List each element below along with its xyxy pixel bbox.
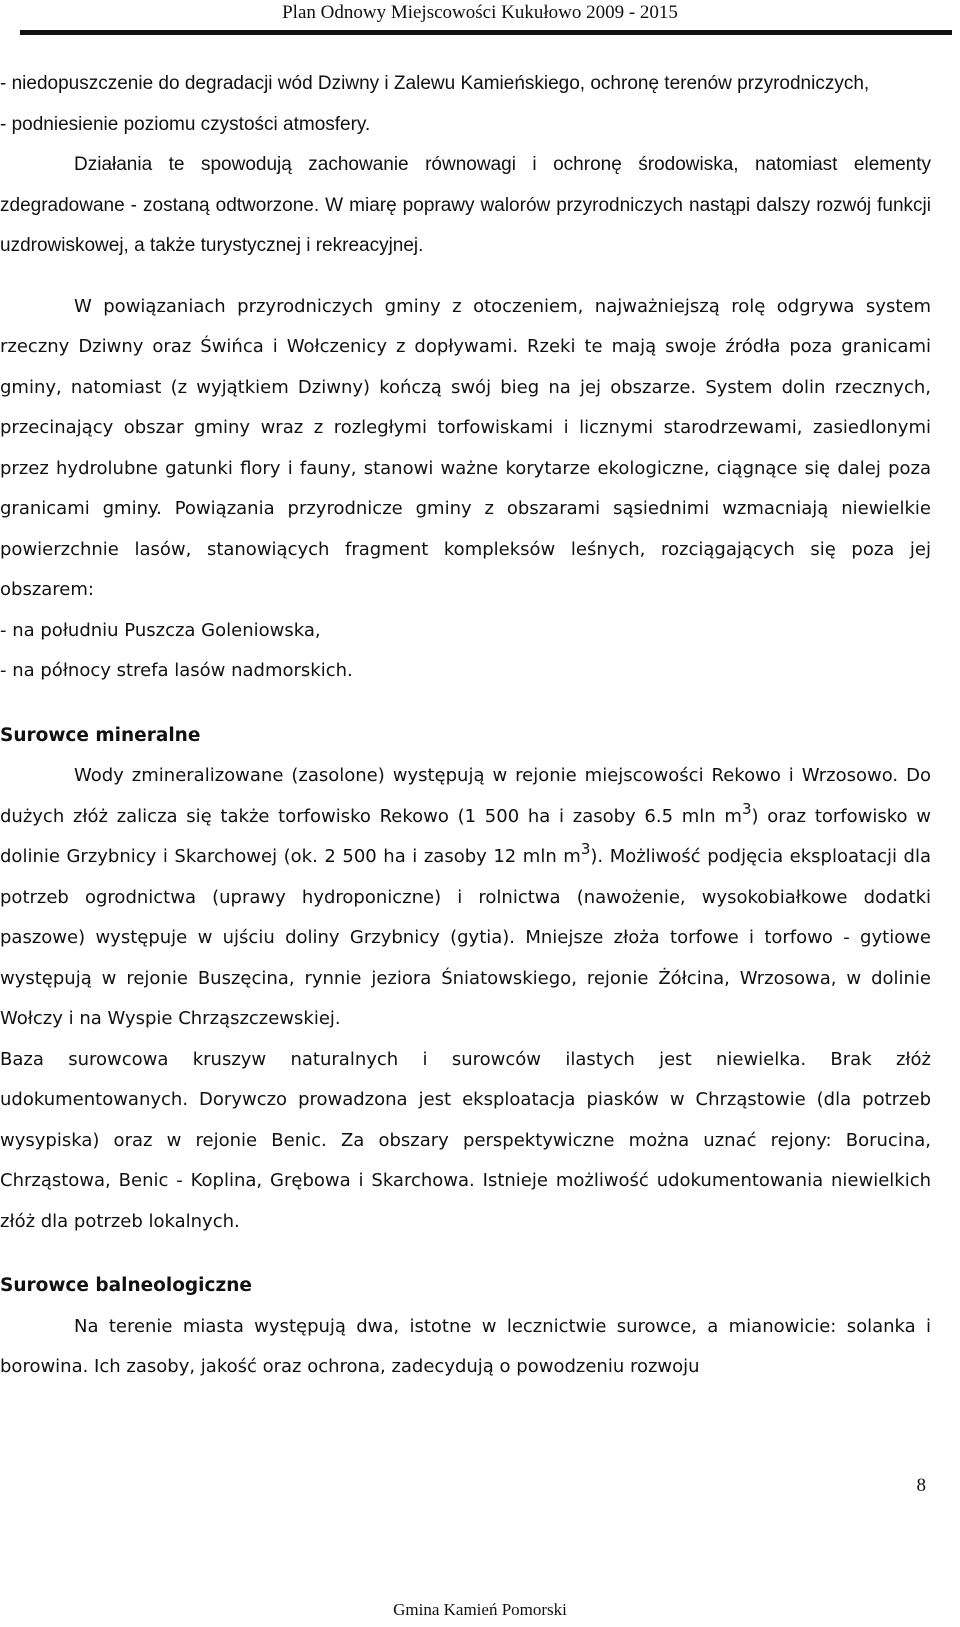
list-item-polnoc: - na północy strefa lasów nadmorskich. <box>0 660 353 681</box>
paragraph-balneologiczne: Na terenie miasta występują dwa, istotne w lecznictwie surowce, a mianowicie: solanka i borowina. Ich zasoby, jakość oraz ochrona, zadecydują o powodzeniu rozwoju <box>0 1315 931 1377</box>
paragraph-baza-surowcowa: Baza surowcowa kruszyw naturalnych i surowców ilastych jest niewielka. Brak złóż udokumentowanych. Dorywczo prowadzona jest eksploatacja piasków w Chrząstowie (dla potrzeb wysypiska) oraz w rejonie Benic. Za obszary perspektywiczne można uznać rejony: Borucina, Chrząstowa, Benic - Koplina, Grębowa i Skarchowa. Istnieje możliwość udokumentowania niewielkich złóż dla potrzeb lokalnych. <box>0 1048 931 1232</box>
bullet-line-2: - podniesienie poziomu czystości atmosfery. <box>0 113 371 135</box>
text-span: ) oraz torfowisko w dolinie Grzybnicy i Skarchowej (ok. 2 500 ha i zasoby 12 mln m <box>0 805 931 867</box>
document-body <box>0 64 931 1388</box>
superscript: 3 <box>580 840 591 858</box>
heading-surowce-mineralne: Surowce mineralne <box>0 724 201 746</box>
paragraph-powiazania: W powiązaniach przyrodniczych gminy z otoczeniem, najważniejszą rolę odgrywa system rzeczny Dziwny oraz Świńca i Wołczenicy z dopływami. Rzeki te mają swoje źródła poza granicami gminy, natomiast (z wyjątkiem Dziwny) kończą swój bieg na jej obszarze. System dolin rzecznych, przecinający obszar gminy wraz z rozległymi torfowiskami i licznymi starodrzewami, zasiedlonymi przez hydrolubne gatunki flory i fauny, stanowi ważne korytarze ekologiczne, ciągnące się dalej poza granicami gminy. Powiązania przyrodnicze gminy z obszarami sąsiednimi wzmacniają niewielkie powierzchnie lasów, stanowiących fragment kompleksów leśnych, rozciągających się poza jej obszarem: <box>0 295 931 600</box>
text-span: Wody zmineralizowane (zasolone) występują w rejonie miejscowości Rekowo i Wrzosowo. Do dużych złóż zalicza się także torfowisko Rekowo (1 500 ha i zasoby 6.5 mln m <box>0 765 931 827</box>
header-rule <box>20 30 952 35</box>
page-header-title: Plan Odnowy Miejscowości Kukułowo 2009 - 2015 <box>282 2 678 23</box>
superscript: 3 <box>741 799 752 818</box>
list-item-poludnie: - na południu Puszcza Goleniowska, <box>0 619 321 641</box>
spacer <box>0 267 931 287</box>
spacer <box>0 692 931 716</box>
paragraph-dzialania: Działania te spowodują zachowanie równowagi i ochronę środowiska, natomiast elementy zdegradowane - zostaną odtworzone. W miarę poprawy walorów przyrodniczych nastąpi dalszy rozwój funkcji uzdrowiskowej, a także turystycznej i rekreacyjnej. <box>0 154 931 256</box>
bullet-line-1: - niedopuszczenie do degradacji wód Dziwny i Zalewu Kamieńskiego, ochronę terenów przyrodniczych, <box>0 73 870 94</box>
paragraph-wody-zmineralizowane <box>0 756 931 1040</box>
text-span: ). Możliwość podjęcia eksploatacji dla potrzeb ogrodnictwa (uprawy hydroponiczne) i rolnictwa (nawożenie, wysokobiałkowe dodatki paszowe) występuje w ujściu doliny Grzybnicy (gytia). Mniejsze złoża torfowe i torfowo - gytiowe występują w rejonie Buszęcina, rynnie jeziora Śniatowskiego, rejonie Żółcina, Wrzosowa, w dolinie Wołczy i na Wyspie Chrząszczewskiej. <box>0 846 932 1029</box>
heading-surowce-balneologiczne: Surowce balneologiczne <box>0 1275 252 1296</box>
page-footer: Gmina Kamień Pomorski <box>393 1600 567 1619</box>
page-number: 8 <box>916 1475 926 1496</box>
spacer <box>0 1242 931 1266</box>
